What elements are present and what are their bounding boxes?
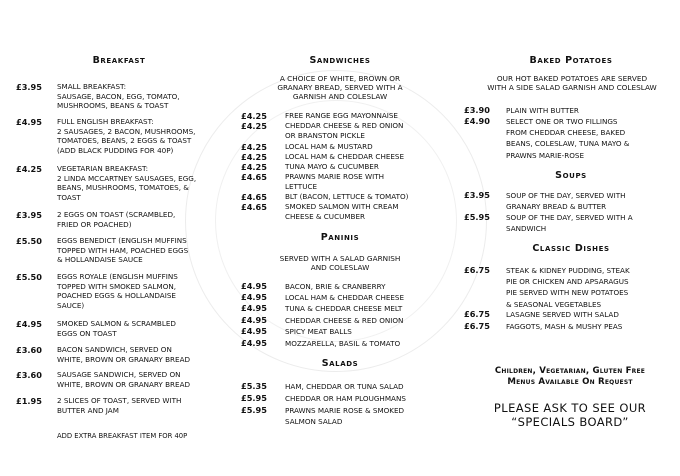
item-description-line: SAUSAGE, BACON, EGG, TOMATO,: [57, 91, 180, 101]
item-description: [285, 338, 400, 349]
sandwiches-intro: [245, 74, 435, 102]
paninis-heading: Paninis: [320, 232, 360, 243]
item-price: £4.65: [241, 202, 267, 212]
item-description-line: PRAWNS MARIE-ROSE: [506, 150, 585, 160]
item-description: [285, 405, 404, 427]
item-description-line: SMALL BREAKFAST:: [57, 82, 127, 91]
item-description: [285, 152, 404, 162]
item-price: £3.95: [464, 190, 490, 200]
item-price: £4.95: [16, 117, 42, 127]
item-description: [285, 393, 406, 404]
item-price: £4.95: [241, 326, 267, 336]
item-description-line: CHEDDAR CHEESE & RED ONION: [285, 316, 404, 325]
item-price: £6.75: [464, 309, 490, 319]
item-description-line: BUTTER AND JAM: [57, 405, 119, 415]
item-description: [57, 370, 190, 389]
item-price: £1.95: [16, 396, 42, 406]
item-description-line: CHEDDAR CHEESE & RED ONION: [285, 121, 404, 130]
item-price: £5.50: [16, 272, 42, 282]
item-price: £3.90: [464, 105, 490, 115]
item-description: [506, 212, 633, 234]
item-description-line: VEGETARIAN BREAKFAST:: [57, 164, 149, 173]
item-description: [285, 303, 402, 314]
paninis-intro: [245, 254, 435, 272]
item-description-line: FAGGOTS, MASH & MUSHY PEAS: [506, 322, 623, 331]
item-price: £3.95: [16, 210, 42, 220]
item-description-line: TOAST: [57, 192, 81, 202]
item-description-line: 2 SAUSAGES, 2 BACON, MUSHROOMS,: [57, 126, 196, 136]
item-price: £6.75: [464, 321, 490, 331]
baked-potatoes-intro-line: OUR HOT BAKED POTATOES ARE SERVED: [496, 74, 648, 83]
item-price: £4.25: [241, 111, 267, 121]
item-description: [57, 396, 181, 415]
item-description: [57, 345, 190, 364]
item-description-line: SOUP OF THE DAY, SERVED WITH: [506, 191, 626, 200]
item-description: [57, 272, 178, 310]
item-price: £3.60: [16, 370, 42, 380]
item-price: £4.65: [241, 172, 267, 182]
item-price: £4.90: [464, 116, 490, 126]
item-description-line: LOCAL HAM & MUSTARD: [285, 142, 373, 151]
item-description: [57, 319, 176, 338]
breakfast-heading: Breakfast: [92, 55, 146, 66]
item-description-line: EGGS ROYALE (ENGLISH MUFFINS: [57, 272, 178, 281]
item-description-line: & SEASONAL VEGETABLES: [506, 299, 602, 309]
item-description: [506, 190, 626, 212]
paninis-intro-line: SERVED WITH A SALAD GARNISH: [279, 254, 401, 263]
item-description: [57, 236, 188, 265]
item-description-line: SAUCE): [57, 300, 85, 310]
item-price: £4.25: [241, 152, 267, 162]
notice-line-1: Children, Vegetarian, Gluten Free: [494, 366, 646, 376]
item-description-line: LOCAL HAM & CHEDDAR CHEESE: [285, 152, 405, 161]
item-description-line: MUSHROOMS, BEANS & TOAST: [57, 101, 169, 111]
item-description-line: TUNA & CHEDDAR CHEESE MELT: [285, 304, 403, 313]
item-description: [285, 172, 384, 191]
item-description-line: SMOKED SALMON WITH CREAM: [285, 202, 399, 211]
item-description: [57, 82, 180, 111]
baked-potatoes-intro-line: WITH A SIDE SALAD GARNISH AND COLESLAW: [487, 83, 657, 93]
item-description-line: TOPPED WITH HAM, POACHED EGGS: [57, 245, 189, 255]
item-description: [285, 326, 352, 337]
item-description: [506, 105, 579, 116]
item-description-line: LASAGNE SERVED WITH SALAD: [506, 310, 619, 319]
item-description: [285, 162, 379, 172]
item-price: £4.25: [241, 121, 267, 131]
item-description: [285, 142, 373, 152]
item-price: £5.95: [241, 393, 267, 403]
item-price: £3.60: [16, 345, 42, 355]
item-price: £4.25: [241, 162, 267, 172]
item-description-line: (ADD BLACK PUDDING FOR 40P): [57, 145, 174, 155]
item-description-line: CHEESE & CUCUMBER: [285, 211, 366, 221]
item-description-line: TOPPED WITH SMOKED SALMON,: [57, 281, 177, 291]
item-price: £4.25: [16, 164, 42, 174]
item-description: [285, 202, 399, 221]
item-price: £4.95: [241, 292, 267, 302]
item-description-line: FRIED OR POACHED): [57, 219, 132, 229]
item-description-line: STEAK & KIDNEY PUDDING, STEAK: [506, 266, 630, 275]
item-description-line: SMOKED SALMON & SCRAMBLED: [57, 319, 176, 328]
sandwiches-intro-line: A CHOICE OF WHITE, BROWN OR: [279, 74, 401, 83]
item-description-line: BEANS, COLESLAW, TUNA MAYO &: [506, 139, 630, 149]
sandwiches-intro-line: GARNISH AND COLESLAW: [292, 92, 388, 102]
item-description-line: BACON, BRIE & CRANBERRY: [285, 282, 386, 291]
item-description-line: BACON SANDWICH, SERVED ON: [57, 345, 172, 354]
item-price: £5.95: [464, 212, 490, 222]
item-description-line: GRANARY BREAD & BUTTER: [506, 202, 607, 212]
item-description-line: EGGS BENEDICT (ENGLISH MUFFINS: [57, 236, 187, 245]
dietary-menus-notice: [462, 366, 678, 388]
item-price: £5.50: [16, 236, 42, 246]
paninis-intro-line: AND COLESLAW: [310, 263, 370, 273]
item-description-line: FULL ENGLISH BREAKFAST:: [57, 117, 154, 126]
item-price: £4.95: [241, 338, 267, 348]
item-description-line: EGGS ON TOAST: [57, 328, 117, 338]
item-description-line: BEANS, MUSHROOMS, TOMATOES, &: [57, 183, 189, 193]
item-description-line: SELECT ONE OR TWO FILLINGS: [506, 117, 618, 126]
item-price: £4.95: [241, 281, 267, 291]
sandwiches-heading: Sandwiches: [309, 55, 371, 66]
item-description-line: 2 EGGS ON TOAST (SCRAMBLED,: [57, 210, 176, 219]
classic-dishes-heading: Classic Dishes: [532, 243, 610, 254]
item-description-line: FROM CHEDDAR CHEESE, BAKED: [506, 128, 626, 138]
item-description-line: HAM, CHEDDAR OR TUNA SALAD: [285, 382, 404, 391]
item-description: [57, 164, 196, 202]
item-description-line: CHEDDAR OR HAM PLOUGHMANS: [285, 394, 406, 403]
item-description: [57, 210, 175, 229]
item-description-line: TOMATOES, BEANS, 2 EGGS & TOAST: [57, 136, 192, 146]
item-description: [285, 192, 408, 202]
specials-line-1: PLEASE ASK TO SEE OUR: [493, 401, 647, 415]
item-description-line: OR BRANSTON PICKLE: [285, 130, 365, 140]
item-price: £4.95: [241, 315, 267, 325]
specials-line-2: “SPECIALS BOARD”: [511, 415, 629, 429]
item-description-line: SANDWICH: [506, 224, 547, 234]
item-description-line: 2 LINDA MCCARTNEY SAUSAGES, EGG,: [57, 173, 197, 183]
item-description-line: POACHED EGGS & HOLLANDAISE: [57, 291, 176, 301]
item-description-line: SOUP OF THE DAY, SERVED WITH A: [506, 213, 633, 222]
item-price: £6.75: [464, 265, 490, 275]
item-description: [506, 321, 622, 332]
item-price: £5.35: [241, 381, 267, 391]
item-price: £5.95: [241, 405, 267, 415]
item-description-line: FREE RANGE EGG MAYONNAISE: [285, 111, 398, 120]
item-description-line: 2 SLICES OF TOAST, SERVED WITH: [57, 396, 182, 405]
notice-line-2: Menus Available On Request: [507, 377, 633, 387]
salads-heading: Salads: [321, 358, 359, 369]
item-price: £4.95: [241, 303, 267, 313]
item-description-line: & HOLLANDAISE SAUCE: [57, 255, 143, 265]
item-description: [506, 265, 630, 310]
item-description: [57, 117, 195, 155]
breakfast-note: ADD EXTRA BREAKFAST ITEM FOR 40P: [57, 432, 188, 440]
item-description-line: PIE OR CHICKEN AND APSARAGUS: [506, 277, 629, 287]
baked-potatoes-heading: Baked Potatoes: [529, 55, 613, 66]
item-description: [285, 292, 404, 303]
item-description-line: MOZZARELLA, BASIL & TOMATO: [285, 339, 401, 348]
item-description: [506, 309, 619, 320]
item-description-line: PLAIN WITH BUTTER: [506, 106, 579, 115]
item-description: [285, 281, 386, 292]
item-description: [285, 111, 398, 121]
specials-board-notice: [470, 401, 670, 429]
item-description: [285, 381, 404, 392]
soups-heading: Soups: [555, 170, 587, 181]
item-description-line: SAUSAGE SANDWICH, SERVED ON: [57, 370, 181, 379]
item-price: £3.95: [16, 82, 42, 92]
item-description-line: BLT (BACON, LETTUCE & TOMATO): [285, 192, 409, 201]
item-description-line: SALMON SALAD: [285, 417, 343, 427]
item-description-line: PRAWNS MARIE ROSE WITH: [285, 172, 385, 181]
sandwiches-intro-line: GRANARY BREAD, SERVED WITH A: [277, 83, 403, 93]
item-price: £4.25: [241, 142, 267, 152]
item-price: £4.95: [16, 319, 42, 329]
item-description: [506, 116, 629, 161]
item-description-line: WHITE, BROWN OR GRANARY BREAD: [57, 379, 191, 389]
baked-potatoes-intro: [466, 74, 678, 92]
item-description-line: PIE SERVED WITH NEW POTATOES: [506, 288, 629, 298]
item-description-line: WHITE, BROWN OR GRANARY BREAD: [57, 354, 191, 364]
item-price: £4.65: [241, 192, 267, 202]
item-description-line: SPICY MEAT BALLS: [285, 327, 352, 336]
item-description-line: LETTUCE: [285, 181, 318, 191]
item-description-line: TUNA MAYO & CUCUMBER: [285, 162, 379, 171]
item-description: [285, 121, 403, 140]
item-description-line: LOCAL HAM & CHEDDAR CHEESE: [285, 293, 405, 302]
item-description: [285, 315, 403, 326]
item-description-line: PRAWNS MARIE ROSE & SMOKED: [285, 406, 405, 415]
